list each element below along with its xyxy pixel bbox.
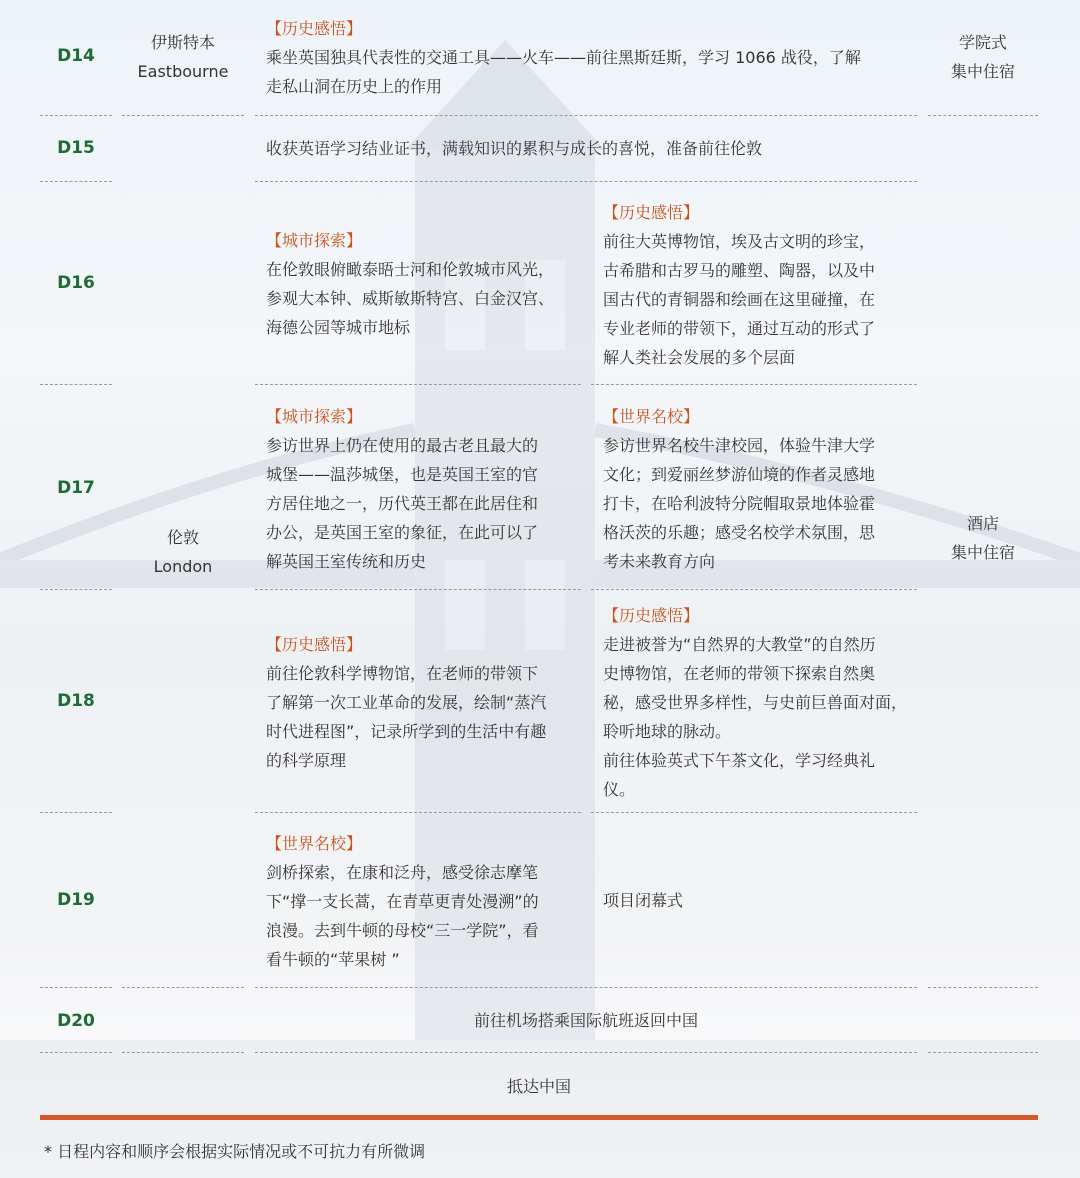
day-label-d20: D20 [57, 1011, 95, 1031]
divider [255, 589, 581, 590]
d16-right-line: 古希腊和古罗马的雕塑、陶器，以及中 [603, 261, 876, 280]
day-label-d14: D14 [57, 46, 95, 66]
day-label-d16: D16 [57, 273, 95, 293]
accommodation-hotel-line2: 集中住宿 [950, 543, 1015, 562]
d18-right-line: 仪。 [603, 780, 636, 799]
d17-left-line: 方居住地之一，历代英王都在此居住和 [266, 494, 539, 513]
d16-left-line: 参观大本钟、威斯敏斯特宫、白金汉宫、 [266, 289, 555, 308]
d16-right-line: 国古代的青铜器和绘画在这里碰撞，在 [603, 290, 876, 309]
d14-line: 走私山洞在历史上的作用 [266, 77, 443, 96]
divider [591, 812, 917, 813]
d18-right-line: 前往体验英式下午茶文化，学习经典礼 [603, 751, 876, 770]
d18-left-line: 了解第一次工业革命的发展，绘制“蒸汽 [266, 693, 547, 712]
d19-left-line: 看牛顿的“苹果树 ” [266, 950, 400, 969]
divider [255, 115, 917, 116]
d18-left-line: 的科学原理 [266, 751, 347, 770]
divider [122, 1052, 244, 1053]
d17-left-line: 解英国王室传统和历史 [266, 552, 427, 571]
d18-right-tag: 【历史感悟】 [603, 606, 700, 625]
d18-left-line: 前往伦敦科学博物馆，在老师的带领下 [266, 664, 539, 683]
divider [40, 1052, 112, 1053]
location-eastbourne-cn: 伊斯特本 [150, 33, 215, 52]
d17-left-line: 城堡——温莎城堡，也是英国王室的官 [266, 465, 539, 484]
d17-left-content [266, 402, 581, 576]
divider [40, 812, 112, 813]
day-label-d18: D18 [57, 691, 95, 711]
d16-left-line: 海德公园等城市地标 [266, 318, 411, 337]
accent-bar [40, 1115, 1038, 1120]
d16-right-line: 解人类社会发展的多个层面 [603, 348, 796, 367]
location-london-en: London [153, 557, 213, 576]
divider [591, 384, 917, 385]
d18-left-line: 时代进程图”，记录所学到的生活中有趣 [266, 722, 547, 741]
day-label-d19: D19 [57, 890, 95, 910]
accommodation-hotel-line1: 酒店 [966, 514, 999, 533]
d14-tag: 【历史感悟】 [266, 19, 363, 38]
d19-right-content: 项目闭幕式 [603, 891, 684, 910]
d18-left-content [266, 630, 581, 775]
divider [255, 1052, 917, 1053]
d16-left-line: 在伦敦眼俯瞰泰晤士河和伦敦城市风光， [266, 260, 555, 279]
d16-right-content [603, 198, 918, 372]
d19-left-line: 浪漫。去到牛顿的母校“三一学院”，看 [266, 921, 539, 940]
accommodation-college [928, 28, 1038, 86]
day-label-d15: D15 [57, 138, 95, 158]
d18-right-line: 秘，感受世界多样性，与史前巨兽面对面， [603, 693, 908, 712]
d18-left-tag: 【历史感悟】 [266, 635, 363, 654]
divider [40, 987, 112, 988]
d18-right-line: 史博物馆，在老师的带领下探索自然奥 [603, 664, 876, 683]
d17-left-line: 参访世界上仍在使用的最古老且最大的 [266, 436, 539, 455]
d18-right-line: 走进被誉为“自然界的大教堂”的自然历 [603, 635, 876, 654]
d17-left-tag: 【城市探索】 [266, 407, 363, 426]
divider [928, 115, 1038, 116]
d15-content: 收获英语学习结业证书，满载知识的累积与成长的喜悦，准备前往伦敦 [266, 139, 763, 158]
divider [928, 1052, 1038, 1053]
d16-left-tag: 【城市探索】 [266, 231, 363, 250]
d17-right-line: 参访世界名校牛津校园，体验牛津大学 [603, 436, 876, 455]
accommodation-college-line1: 学院式 [958, 33, 1007, 52]
divider [40, 384, 112, 385]
location-london-cn: 伦敦 [166, 528, 199, 547]
d16-right-tag: 【历史感悟】 [603, 203, 700, 222]
d17-right-tag: 【世界名校】 [603, 407, 700, 426]
d17-right-line: 文化；到爱丽丝梦游仙境的作者灵感地 [603, 465, 876, 484]
d20-content: 前往机场搭乘国际航班返回中国 [473, 1011, 698, 1030]
footnote: * 日程内容和顺序会根据实际情况或不可抗力有所微调 [44, 1142, 426, 1161]
d17-right-line: 打卡，在哈利波特分院帽取景地体验霍 [603, 494, 876, 513]
location-eastbourne-en: Eastbourne [137, 62, 229, 81]
divider [255, 812, 581, 813]
d14-line: 乘坐英国独具代表性的交通工具——火车——前往黑斯廷斯，学习 1066 战役，了解 [266, 48, 861, 67]
d19-left-line: 下“撑一支长蒿，在青草更青处漫溯”的 [266, 892, 539, 911]
location-london [122, 523, 244, 581]
divider [928, 987, 1038, 988]
d14-content [266, 14, 916, 101]
divider [255, 181, 917, 182]
divider [40, 589, 112, 590]
d19-left-line: 剑桥探索，在康和泛舟，感受徐志摩笔 [266, 863, 539, 882]
location-eastbourne [122, 28, 244, 86]
d16-right-line: 前往大英博物馆，埃及古文明的珍宝， [603, 232, 876, 251]
arrival-content: 抵达中国 [506, 1077, 571, 1096]
day-label-d17: D17 [57, 478, 95, 498]
d19-left-content [266, 829, 581, 974]
divider [40, 181, 112, 182]
d18-right-line: 聆听地球的脉动。 [603, 722, 732, 741]
accommodation-college-line2: 集中住宿 [950, 62, 1015, 81]
divider [255, 987, 917, 988]
d17-right-line: 格沃茨的乐趣；感受名校学术氛围，思 [603, 523, 876, 542]
d16-right-line: 专业老师的带领下，通过互动的形式了 [603, 319, 876, 338]
d18-right-content [603, 601, 918, 804]
divider [591, 589, 917, 590]
divider [40, 115, 112, 116]
d16-left-content [266, 226, 581, 342]
divider [255, 384, 581, 385]
divider [122, 115, 244, 116]
divider [122, 987, 244, 988]
accommodation-hotel [928, 509, 1038, 567]
d19-left-tag: 【世界名校】 [266, 834, 363, 853]
d17-right-line: 考未来教育方向 [603, 552, 716, 571]
d17-right-content [603, 402, 918, 576]
d17-left-line: 办公，是英国王室的象征，在此可以了 [266, 523, 539, 542]
